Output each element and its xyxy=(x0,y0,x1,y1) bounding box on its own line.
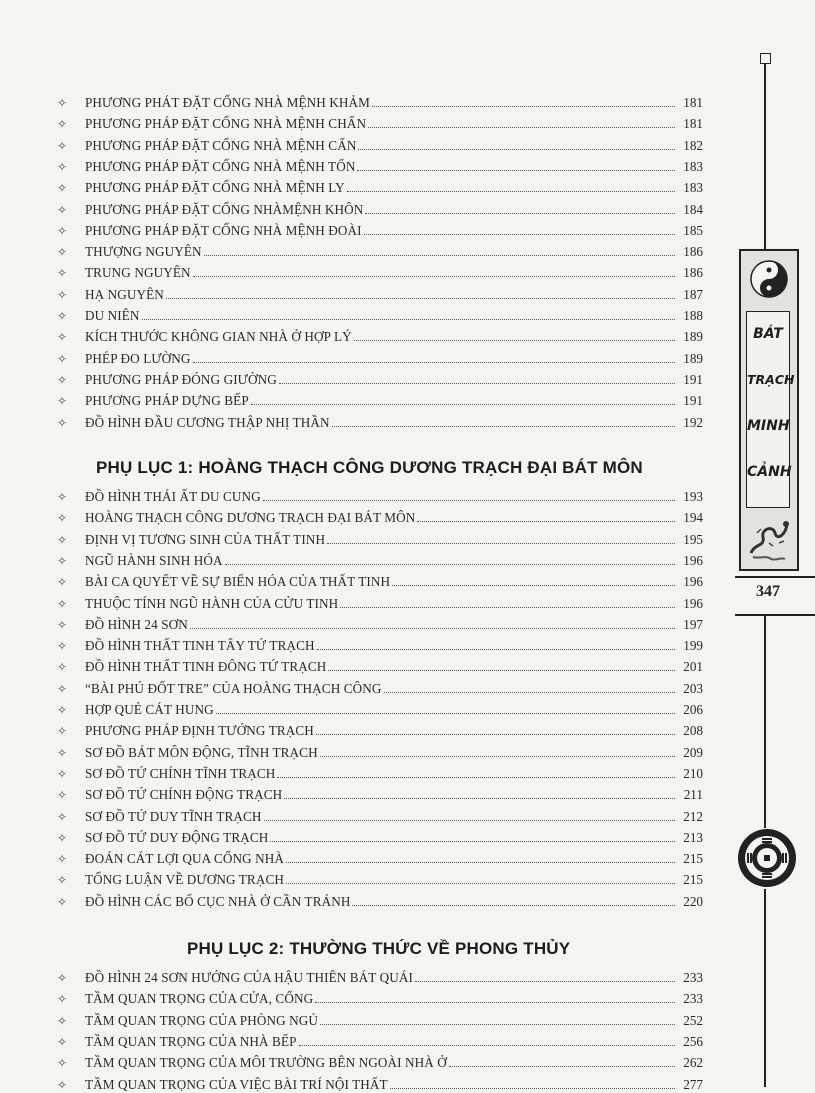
dot-leader xyxy=(328,669,675,671)
dot-leader xyxy=(415,980,675,982)
toc-entry-title: SƠ ĐỒ TỨ CHÍNH ĐỘNG TRẠCH xyxy=(85,787,283,803)
toc-entry-page: 215 xyxy=(683,851,703,867)
dot-leader xyxy=(263,499,675,501)
bullet-icon: ✧ xyxy=(57,809,68,824)
toc-entry-title: ĐỒ HÌNH ĐẦU CƯƠNG THẬP NHỊ THẦN xyxy=(85,414,330,430)
toc-entry xyxy=(55,389,703,409)
toc-entry xyxy=(55,634,703,654)
bullet-icon: ✧ xyxy=(57,971,68,985)
toc-entry-title: TẦM QUAN TRỌNG CỦA CỬA, CỔNG xyxy=(85,991,314,1007)
toc-entry-title: TẦM QUAN TRỌNG CỦA PHÒNG NGỦ xyxy=(85,1012,318,1028)
bullet-icon: ✧ xyxy=(57,681,68,696)
bullet-icon: ✧ xyxy=(57,266,68,281)
yin-yang-icon xyxy=(749,259,789,299)
dot-leader xyxy=(327,542,675,544)
toc-entry-title: SƠ ĐỒ TỨ DUY TĨNH TRẠCH xyxy=(85,808,262,824)
toc-entry xyxy=(55,677,703,697)
dot-leader xyxy=(279,382,675,384)
dot-leader xyxy=(190,627,675,629)
toc-entry-page: 212 xyxy=(683,808,703,824)
toc-entry xyxy=(55,655,703,675)
toc-entry xyxy=(55,549,703,569)
dot-leader xyxy=(372,105,675,107)
toc-entry-page: 277 xyxy=(683,1076,703,1092)
toc-entry-page: 196 xyxy=(683,595,703,611)
dot-leader xyxy=(264,819,675,821)
dot-leader xyxy=(332,425,675,427)
toc-entry-title: PHƯƠNG PHÁP ĐỊNH TƯỚNG TRẠCH xyxy=(85,723,314,739)
toc-entry xyxy=(55,261,703,281)
dot-leader xyxy=(317,648,675,650)
toc-entry xyxy=(55,198,703,218)
toc-entry xyxy=(55,847,703,867)
toc-entry-title: DU NIÊN xyxy=(85,308,140,323)
dot-leader xyxy=(384,691,676,693)
toc-entry-page: 196 xyxy=(683,574,703,590)
toc-entry xyxy=(55,1030,703,1050)
bullet-icon: ✧ xyxy=(57,511,68,526)
toc-entry xyxy=(55,368,703,388)
toc-entry-page: 197 xyxy=(683,616,703,632)
dot-leader xyxy=(316,733,675,735)
toc-entry-page: 188 xyxy=(683,308,703,323)
toc-entry-page: 187 xyxy=(683,286,703,302)
dragon-illustration-icon xyxy=(745,513,793,563)
bullet-icon: ✧ xyxy=(57,372,68,387)
bullet-icon: ✧ xyxy=(57,181,68,196)
toc-entry-title: PHƯƠNG PHÁP ĐẶT CỔNG NHÀ MỆNH LY xyxy=(85,180,345,196)
toc-entry-title: ĐỒ HÌNH 24 SƠN HƯỚNG CỦA HẬU THIÊN BÁT QUÁI xyxy=(85,970,413,985)
toc-entry-page: 210 xyxy=(683,765,703,781)
dot-leader xyxy=(315,1001,675,1003)
toc-entry xyxy=(55,1051,703,1071)
toc-entry-title: TẦM QUAN TRỌNG CỦA NHÀ BẾP xyxy=(85,1033,297,1049)
toc-entry-page: 199 xyxy=(683,638,703,654)
book-title-word: BÁT xyxy=(753,326,783,342)
dot-leader xyxy=(365,212,675,214)
toc-entry-title: PHƯƠNG PHÁT ĐẶT CỔNG NHÀ MỆNH KHẢM xyxy=(85,95,370,110)
book-title-word: TRẠCH xyxy=(747,372,795,387)
toc-entry-title: TỔNG LUẬN VỀ DƯƠNG TRẠCH xyxy=(85,872,284,888)
toc-entry-title: PHÉP ĐO LƯỜNG xyxy=(85,350,191,366)
toc-entry-title: ĐỒ HÌNH CÁC BỐ CỤC NHÀ Ở CẦN TRÁNH xyxy=(85,893,351,909)
bullet-icon: ✧ xyxy=(57,617,68,632)
toc-entry-page: 192 xyxy=(683,414,703,430)
book-spine-panel xyxy=(739,249,799,571)
dot-leader xyxy=(286,861,675,863)
toc-entry xyxy=(55,134,703,154)
toc-entry-title: SƠ ĐỒ TỨ CHÍNH TĨNH TRẠCH xyxy=(85,765,276,781)
toc-entry xyxy=(55,868,703,888)
toc-entry-title: NGŨ HÀNH SINH HÓA xyxy=(85,552,223,568)
toc-entry-page: 211 xyxy=(683,787,703,803)
toc-entry-title: PHƯƠNG PHÁP ĐÓNG GIƯỜNG xyxy=(85,371,277,387)
toc-entry xyxy=(55,219,703,239)
toc-entry-page: 196 xyxy=(683,552,703,568)
dot-leader xyxy=(320,1023,675,1025)
toc-entry xyxy=(55,91,703,111)
bullet-icon: ✧ xyxy=(57,351,68,366)
toc-entry xyxy=(55,741,703,761)
dot-leader xyxy=(251,403,675,405)
bullet-icon: ✧ xyxy=(57,596,68,611)
toc-entry xyxy=(55,112,703,132)
bullet-icon: ✧ xyxy=(57,138,68,153)
bullet-icon: ✧ xyxy=(57,992,68,1007)
toc-entry-page: 186 xyxy=(683,244,703,260)
bullet-icon: ✧ xyxy=(57,1013,68,1028)
toc-entry-page: 209 xyxy=(683,744,703,760)
toc-entry xyxy=(55,1009,703,1029)
toc-entry-page: 185 xyxy=(683,222,703,238)
dot-leader xyxy=(357,169,675,171)
toc-entry-title: TẦM QUAN TRỌNG CỦA MÔI TRƯỜNG BÊN NGOÀI NHÀ Ở xyxy=(85,1055,447,1071)
dot-leader xyxy=(340,606,675,608)
toc-entry-page: 201 xyxy=(683,659,703,675)
toc-entry-title: ĐỊNH VỊ TƯƠNG SINH CỦA THẤT TINH xyxy=(85,531,326,547)
dot-leader xyxy=(166,297,675,299)
toc-entry-page: 191 xyxy=(683,393,703,409)
toc-entry-title: KÍCH THƯỚC KHÔNG GIAN NHÀ Ở HỢP LÝ xyxy=(85,329,352,345)
toc-entry-page: 213 xyxy=(683,829,703,845)
bullet-icon: ✧ xyxy=(57,766,68,781)
toc-entry xyxy=(55,325,703,345)
toc-entry xyxy=(55,805,703,825)
toc-entry xyxy=(55,1073,703,1093)
toc-entry-page: 186 xyxy=(683,265,703,281)
page-number-rule-bottom xyxy=(735,614,815,616)
toc-entry-title: BÀI CA QUYẾT VỀ SỰ BIẾN HÓA CỦA THẤT TINH xyxy=(85,574,391,590)
toc-entry-title: SƠ ĐỒ TỨ DUY ĐỘNG TRẠCH xyxy=(85,829,269,845)
page-number: 347 xyxy=(756,583,780,600)
toc-entry-page: 184 xyxy=(683,201,703,217)
bullet-icon: ✧ xyxy=(57,223,68,238)
toc-entry-page: 183 xyxy=(683,180,703,196)
bullet-icon: ✧ xyxy=(57,394,68,409)
toc-entry-page: 191 xyxy=(683,371,703,387)
toc-entry-title: HOÀNG THẠCH CÔNG DƯƠNG TRẠCH ĐẠI BÁT MÔN xyxy=(85,510,416,526)
toc-entry-title: PHƯƠNG PHÁP ĐẶT CỔNG NHÀ MỆNH CẤN xyxy=(85,137,357,153)
toc-entry-title: PHƯƠNG PHÁP ĐẶT CỔNG NHÀ MỆNH CHẤN xyxy=(85,116,367,132)
dot-leader xyxy=(270,840,675,842)
appendix-1-heading: PHỤ LỤC 1: HOÀNG THẠCH CÔNG DƯƠNG TRẠCH ĐẠI BÁT MÔN xyxy=(96,458,643,477)
toc-entry xyxy=(55,987,703,1007)
bullet-icon: ✧ xyxy=(57,1077,68,1092)
dot-leader xyxy=(216,712,675,714)
toc-entry xyxy=(55,240,703,260)
toc-entry xyxy=(55,528,703,548)
bullet-icon: ✧ xyxy=(57,287,68,302)
dot-leader xyxy=(392,584,675,586)
dot-leader xyxy=(364,233,675,235)
dot-leader xyxy=(354,339,675,341)
toc-entry-title: THUỘC TÍNH NGŨ HÀNH CỦA CỬU TINH xyxy=(85,595,339,611)
toc-entry xyxy=(55,719,703,739)
bullet-icon: ✧ xyxy=(57,330,68,345)
bullet-icon: ✧ xyxy=(57,575,68,590)
toc-entry-page: 252 xyxy=(683,1012,703,1028)
bullet-icon: ✧ xyxy=(57,159,68,174)
book-title-word: CẢNH xyxy=(747,464,792,480)
book-title-word: MINH xyxy=(747,418,790,434)
toc-entry-page: 208 xyxy=(683,723,703,739)
bullet-icon: ✧ xyxy=(57,852,68,867)
toc-entry xyxy=(55,698,703,718)
dot-leader xyxy=(449,1065,675,1067)
toc-entry-page: 181 xyxy=(683,116,703,132)
toc-entry-page: 203 xyxy=(683,680,703,696)
toc-entry-title: “BÀI PHÚ ĐỐT TRE” CỦA HOÀNG THẠCH CÔNG xyxy=(85,680,382,696)
toc-entry-title: HẠ NGUYÊN xyxy=(85,286,164,302)
toc-entry xyxy=(55,890,703,910)
bullet-icon: ✧ xyxy=(57,788,68,803)
toc-entry xyxy=(55,283,703,303)
bullet-icon: ✧ xyxy=(57,703,68,717)
bullet-icon: ✧ xyxy=(57,745,68,760)
toc-entry-page: 206 xyxy=(683,702,703,717)
bullet-icon: ✧ xyxy=(57,309,68,323)
toc-entry-title: ĐỒ HÌNH THẤT TINH ĐÔNG TỨ TRẠCH xyxy=(85,659,327,675)
bullet-icon: ✧ xyxy=(57,830,68,845)
bagua-compass-icon xyxy=(736,827,798,889)
toc-entry-page: 195 xyxy=(683,531,703,547)
toc-entry xyxy=(55,592,703,612)
toc-entry-title: ĐOÁN CÁT LỢI QUA CỔNG NHÀ xyxy=(85,851,284,867)
toc-entry-page: 215 xyxy=(683,872,703,888)
dot-leader xyxy=(352,904,675,906)
bullet-icon: ✧ xyxy=(57,202,68,217)
dot-leader xyxy=(299,1044,675,1046)
dot-leader xyxy=(225,563,675,565)
toc-entry-page: 233 xyxy=(683,970,703,985)
toc-entry-title: PHƯƠNG PHÁP ĐẶT CỔNG NHÀ MỆNH ĐOÀI xyxy=(85,222,362,238)
toc-entry-page: 262 xyxy=(683,1055,703,1071)
toc-entry xyxy=(55,176,703,196)
toc-entry xyxy=(55,155,703,175)
toc-entry-page: 233 xyxy=(683,991,703,1007)
dot-leader xyxy=(193,275,675,277)
toc-entry xyxy=(55,826,703,846)
toc-entry-title: ĐỒ HÌNH 24 SƠN xyxy=(85,616,188,632)
toc-entry-title: THƯỢNG NGUYÊN xyxy=(85,244,202,260)
toc-entry-title: PHƯƠNG PHÁP DỰNG BẾP xyxy=(85,393,249,409)
toc-entry-page: 183 xyxy=(683,158,703,174)
dot-leader xyxy=(277,776,675,778)
toc-entry xyxy=(55,506,703,526)
toc-entry-title: ĐỒ HÌNH THẤT TINH TÂY TỨ TRẠCH xyxy=(85,638,315,654)
page-number-rule-top xyxy=(735,576,815,578)
bullet-icon: ✧ xyxy=(57,415,68,430)
bullet-icon: ✧ xyxy=(57,724,68,739)
toc-entry-page: 182 xyxy=(683,137,703,153)
dot-leader xyxy=(368,126,675,128)
bullet-icon: ✧ xyxy=(57,553,68,568)
bullet-icon: ✧ xyxy=(57,96,68,110)
toc-entry xyxy=(55,411,703,431)
side-rail-middle xyxy=(764,616,766,828)
toc-entry xyxy=(55,485,703,505)
dot-leader xyxy=(320,755,675,757)
bullet-icon: ✧ xyxy=(57,117,68,132)
dot-leader xyxy=(284,797,675,799)
toc-entry-title: HỢP QUẺ CÁT HUNG xyxy=(85,702,214,717)
dot-leader xyxy=(204,254,675,256)
bullet-icon: ✧ xyxy=(57,1034,68,1049)
bullet-icon: ✧ xyxy=(57,660,68,675)
toc-entry-title: SƠ ĐỒ BÁT MÔN ĐỘNG, TĨNH TRẠCH xyxy=(85,744,318,760)
toc-entry-title: ĐỒ HÌNH THÁI ẤT DU CUNG xyxy=(85,489,261,504)
toc-entry-title: PHƯƠNG PHÁP ĐẶT CỔNG NHÀMỆNH KHÔN xyxy=(85,201,364,217)
toc-entry xyxy=(55,762,703,782)
toc-entry-page: 194 xyxy=(683,510,703,526)
bullet-icon: ✧ xyxy=(57,532,68,547)
dot-leader xyxy=(142,318,675,320)
appendix-2-heading: PHỤ LỤC 2: THƯỜNG THỨC VỀ PHONG THỦY xyxy=(187,939,571,958)
dot-leader xyxy=(347,190,675,192)
toc-entry xyxy=(55,304,703,324)
side-rail-cap xyxy=(760,53,771,64)
toc-entry-title: PHƯƠNG PHÁP ĐẶT CỔNG NHÀ MỆNH TỐN xyxy=(85,158,356,174)
side-rail-bottom xyxy=(764,889,766,1087)
toc-entry xyxy=(55,966,703,986)
toc-entry xyxy=(55,783,703,803)
dot-leader xyxy=(193,361,675,363)
bullet-icon: ✧ xyxy=(57,490,68,504)
bullet-icon: ✧ xyxy=(57,245,68,260)
toc-entry-page: 220 xyxy=(683,893,703,909)
toc-entry-page: 256 xyxy=(683,1033,703,1049)
toc-entry xyxy=(55,570,703,590)
toc-entry xyxy=(55,347,703,367)
toc-entry-title: TẦM QUAN TRỌNG CỦA VIỆC BÀI TRÍ NỘI THẤT xyxy=(85,1076,388,1092)
bullet-icon: ✧ xyxy=(57,1056,68,1071)
book-title-frame xyxy=(746,311,795,508)
toc-entry-page: 193 xyxy=(683,489,703,504)
dot-leader xyxy=(286,882,675,884)
bullet-icon: ✧ xyxy=(57,894,68,909)
side-rail-top xyxy=(764,60,766,250)
dot-leader xyxy=(417,520,675,522)
bullet-icon: ✧ xyxy=(57,873,68,888)
toc-entry-page: 189 xyxy=(683,329,703,345)
toc-entry-title: TRUNG NGUYÊN xyxy=(85,265,191,281)
dot-leader xyxy=(358,148,675,150)
toc-entry-page: 181 xyxy=(683,95,703,110)
toc-entry xyxy=(55,613,703,633)
toc-entry-page: 189 xyxy=(683,350,703,366)
bullet-icon: ✧ xyxy=(57,639,68,654)
